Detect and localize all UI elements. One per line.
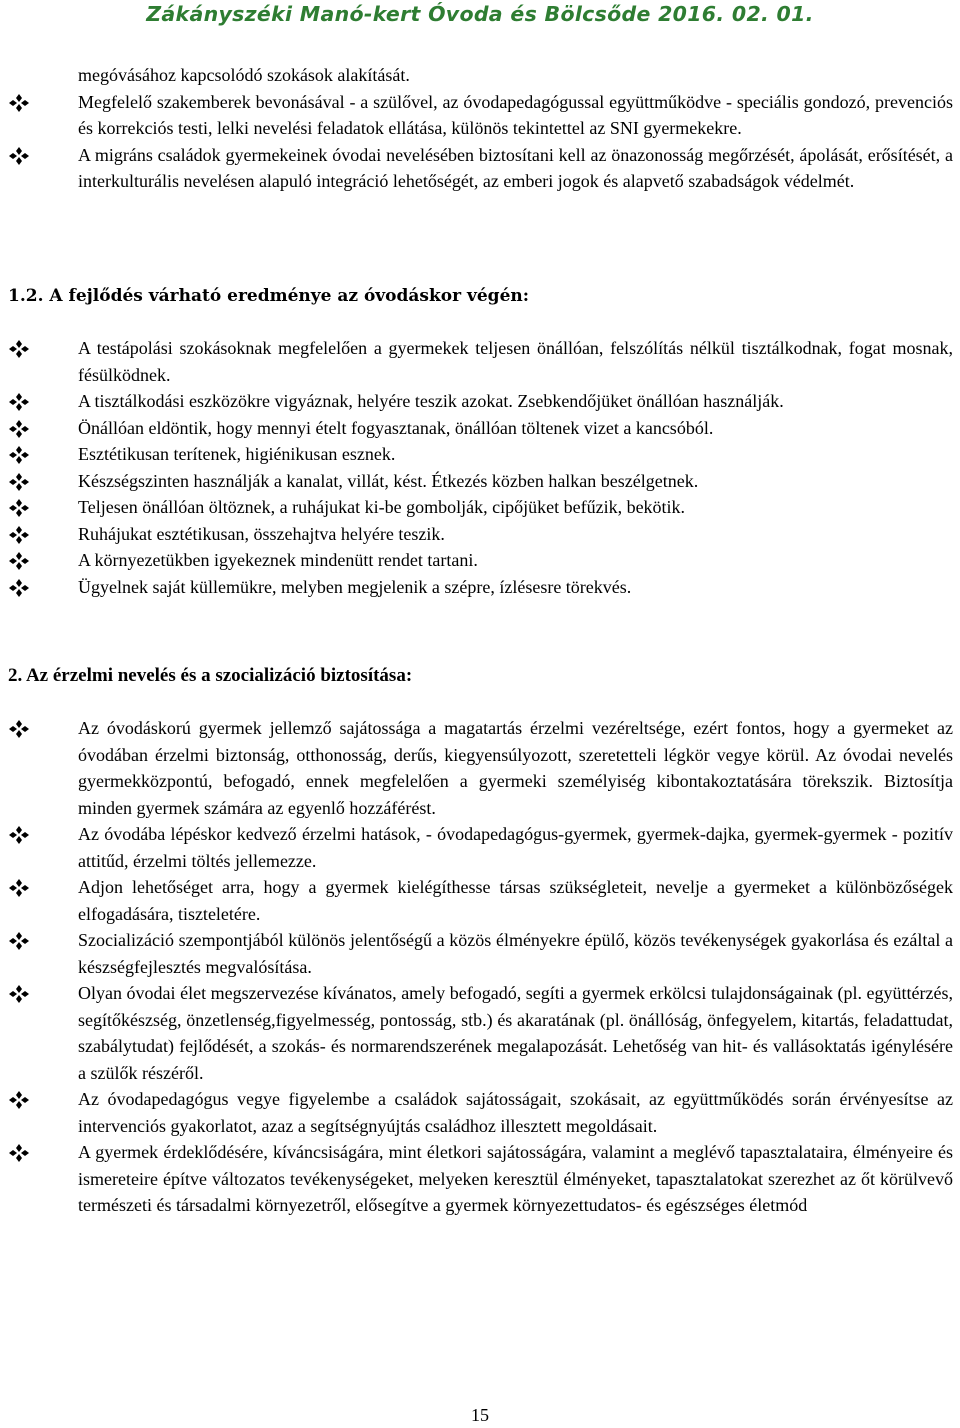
list-item-text: A migráns családok gyermekeinek óvodai nevelésében biztosítani kell az önazonosság megőrzését, ápolását, erősítését, a interkulturális nevelésen alapuló integráció lehetőségét, az emberi jogok és alapvető szabadságok védelmét. — [78, 144, 953, 191]
bullet-icon — [9, 878, 31, 896]
bullet-icon — [9, 146, 31, 164]
intro-list — [0, 89, 960, 195]
page-number: 15 — [471, 1405, 489, 1425]
list-item — [0, 142, 953, 195]
document-body — [0, 62, 960, 195]
list-item: A környezetükben igyekeznek mindenütt rendet tartani. — [0, 547, 953, 574]
section-2-list — [0, 715, 960, 1219]
list-item: Adjon lehetőséget arra, hogy a gyermek kielégíthesse társas szükségleteit, nevelje a gyermeket a különbözőségek elfogadására, tiszteletére. — [0, 874, 953, 927]
bullet-icon — [9, 931, 31, 949]
bullet-icon — [9, 1090, 31, 1108]
list-item: Szocializáció szempontjából különös jelentőségű a közös élményekre épülő, közös tevékenységek gyakorlása és ezáltal a készségfejlesztés megvalósítása. — [0, 927, 953, 980]
bullet-icon — [9, 472, 31, 490]
bullet-icon — [9, 719, 31, 737]
bullet-icon — [9, 339, 31, 357]
section-2-heading: 2. Az érzelmi nevelés és a szocializáció biztosítása: — [8, 665, 413, 686]
list-item: Önállóan eldöntik, hogy mennyi ételt fogyasztanak, önállóan töltenek vizet a kancsóból. — [0, 415, 953, 442]
list-item: A tisztálkodási eszközökre vigyáznak, helyére teszik azokat. Zsebkendőjüket önállóan használják. — [0, 388, 953, 415]
list-item: Ügyelnek saját küllemükre, melyben megjelenik a szépre, ízlésesre törekvés. — [0, 574, 953, 601]
bullet-icon — [9, 498, 31, 516]
bullet-icon — [9, 578, 31, 596]
bullet-icon — [9, 551, 31, 569]
list-item: Olyan óvodai élet megszervezése kívánatos, amely befogadó, segíti a gyermek erkölcsi tulajdonságainak (pl. együttérzés, segítőkészség, önzetlenség,figyelmesség, pontosság, stb.) és akaratának (pl. önállóság, önfegyelem, kitartás, feladattudat, szabálytudat) fejlődését, a szokás- és normarendszerének megalapozását. Lehetőség van hit- és vallásoktatás igénylésére a szülők részéről. — [0, 980, 953, 1086]
section-1-2-heading: 1.2. A fejlődés várható eredménye az óvodáskor végén: — [8, 286, 530, 306]
list-item: Esztétikusan terítenek, higiénikusan esznek. — [0, 441, 953, 468]
bullet-icon — [9, 525, 31, 543]
bullet-icon — [9, 93, 31, 111]
list-item: Teljesen önállóan öltöznek, a ruhájukat ki-be gombolják, cipőjüket befűzik, bekötik. — [0, 494, 953, 521]
bullet-icon — [9, 419, 31, 437]
list-item-text: Megfelelő szakemberek bevonásával - a szülővel, az óvodapedagógussal együttműködve - speciális gondozó, prevenciós és korrekciós testi, lelki nevelési feladatok ellátása, különös tekintettel az SNI gyermekekre. — [78, 91, 953, 138]
list-item: Az óvodába lépéskor kedvező érzelmi hatások, - óvodapedagógus-gyermek, gyermek-dajka, gyermek-gyermek - pozitív attitűd, érzelmi töltés jellemezze. — [0, 821, 953, 874]
list-item: Az óvodapedagógus vegye figyelembe a családok sajátosságait, szokásait, az együttműködés során érvényesítse az intervenciós gyakorlatot, azaz a segítségnyújtás családhoz illesztett megoldásait. — [0, 1086, 953, 1139]
bullet-icon — [9, 392, 31, 410]
list-item — [0, 89, 953, 142]
intro-continuation: megóvásához kapcsolódó szokások alakítását. — [78, 65, 410, 85]
bullet-icon — [9, 825, 31, 843]
list-item: Az óvodáskorú gyermek jellemző sajátossága a magatartás érzelmi vezéreltsége, ezért fontos, hogy a gyermeket az óvodában érzelmi biztonság, otthonosság, derűs, kiegyensúlyozott, szeretetteli légkör vegye körül. Az óvodai nevelés gyermekközpontú, befogadó, ennek megfelelően a gyermeki személyiség kibontakoztatására törekszik. Biztosítja minden gyermek számára az egyenlő hozzáférést. — [0, 715, 953, 821]
bullet-icon — [9, 984, 31, 1002]
page-header-title: Zákányszéki Manó-kert Óvoda és Bölcsőde 2016. 02. 01. — [146, 2, 814, 26]
bullet-icon — [9, 1143, 31, 1161]
list-item: Ruhájukat esztétikusan, összehajtva helyére teszik. — [0, 521, 953, 548]
section-1-2-list — [0, 335, 960, 600]
list-item: Készségszinten használják a kanalat, villát, kést. Étkezés közben halkan beszélgetnek. — [0, 468, 953, 495]
bullet-icon — [9, 445, 31, 463]
list-item: A gyermek érdeklődésére, kíváncsiságára, mint életkori sajátosságára, valamint a meglévő tapasztalataira, élményeire és ismereteire építve változatos tevékenységeket, melyeken keresztül élményeket, tapasztalatokat szerezhet az őt körülvevő természeti és társadalmi környezetről, elősegítve a gyermek környezettudatos- és egészséges életmód — [0, 1139, 953, 1219]
list-item: A testápolási szokásoknak megfelelően a gyermekek teljesen önállóan, felszólítás nélkül tisztálkodnak, fogat mosnak, fésülködnek. — [0, 335, 953, 388]
